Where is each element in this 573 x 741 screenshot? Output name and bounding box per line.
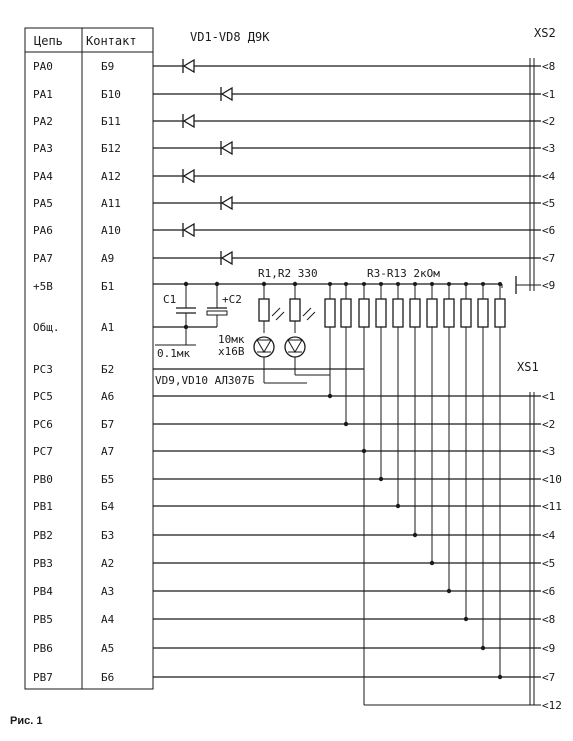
xs1-pin-label: <2	[542, 418, 556, 431]
row-circuit: PA1	[33, 88, 53, 101]
row-circuit: +5В	[33, 280, 53, 293]
row-contact: Б9	[101, 60, 115, 73]
resistor	[376, 299, 386, 327]
resistor	[410, 299, 420, 327]
resistor	[341, 299, 351, 327]
row-circuit: PA0	[33, 60, 53, 73]
row-circuit: PA5	[33, 197, 53, 210]
row-circuit: PA6	[33, 224, 53, 237]
resistor	[359, 299, 369, 327]
xs1-pin-label: <12	[542, 699, 562, 712]
r1-r2-label: R1,R2 330	[258, 267, 318, 280]
c2-value-1: 10мк	[218, 333, 245, 346]
xs1-pin-label: <4	[542, 529, 556, 542]
header-contact: Контакт	[86, 34, 137, 48]
diodes-label: VD1-VD8 Д9К	[190, 30, 270, 44]
xs1-pin-label: <6	[542, 585, 556, 598]
header-circuit: Цепь	[34, 34, 63, 48]
row-contact: Б4	[101, 500, 115, 513]
row-contact: Б5	[101, 473, 115, 486]
xs1-pin-label: <11	[542, 500, 562, 513]
figure-caption: Рис. 1	[10, 715, 43, 727]
resistor	[461, 299, 471, 327]
row-contact: А6	[101, 390, 115, 403]
xs2-connector	[530, 58, 556, 292]
xs2-pin-label: <1	[542, 88, 556, 101]
row-contact: Б7	[101, 418, 115, 431]
resistor	[495, 299, 505, 327]
diode-icon	[222, 197, 232, 209]
row-circuit: PC6	[33, 418, 53, 431]
xs1-pin-label: <9	[542, 642, 556, 655]
xs1-pin-label: <1	[542, 390, 556, 403]
xs1-pin-label: <7	[542, 671, 556, 684]
diode-icon	[184, 224, 194, 236]
diode-lines	[153, 59, 541, 265]
resistor	[427, 299, 437, 327]
diode-icon	[222, 88, 232, 100]
row-circuit: PB0	[33, 473, 53, 486]
resistor	[444, 299, 454, 327]
diode-icon	[184, 115, 194, 127]
xs2-pin-label: <5	[542, 197, 556, 210]
xs2-pin-label: <8	[542, 60, 556, 73]
c2-value-2: х16В	[218, 345, 245, 358]
row-circuit: Общ.	[33, 321, 60, 334]
row-contact: Б6	[101, 671, 115, 684]
r1-r2-leds	[254, 282, 330, 383]
row-contact: А2	[101, 557, 115, 570]
diode-icon	[184, 60, 194, 72]
row-contact: А11	[101, 197, 121, 210]
resistor	[478, 299, 488, 327]
row-contact: А5	[101, 642, 115, 655]
capacitor-c2	[186, 282, 227, 327]
row-contact: А12	[101, 170, 121, 183]
row-circuit: PB1	[33, 500, 53, 513]
xs2-pin-label: <2	[542, 115, 556, 128]
xs2-pin-label: <6	[542, 224, 556, 237]
row-contact: Б1	[101, 280, 115, 293]
row-contact: А4	[101, 613, 115, 626]
row-contact: А1	[101, 321, 115, 334]
leds-label: VD9,VD10 АЛ307Б	[155, 374, 255, 387]
r3-r13-label: R3-R13 2кОм	[367, 267, 440, 280]
row-contact: А7	[101, 445, 115, 458]
row-contact: А9	[101, 252, 115, 265]
resistor	[325, 299, 335, 327]
c1-value: 0.1мк	[157, 347, 191, 360]
c2-label: +C2	[222, 293, 242, 306]
row-circuit: PA3	[33, 142, 53, 155]
xs2-pin-label: <9	[542, 279, 556, 292]
resistor-array	[325, 282, 505, 327]
capacitor-c1	[176, 282, 196, 345]
row-circuit: PA2	[33, 115, 53, 128]
row-circuit: PC3	[33, 363, 53, 376]
xs1-pin-label: <8	[542, 613, 556, 626]
row-contact: Б12	[101, 142, 121, 155]
diode-icon	[184, 170, 194, 182]
row-circuit: PB2	[33, 529, 53, 542]
xs2-pin-label: <7	[542, 252, 556, 265]
c1-label: C1	[163, 293, 177, 306]
row-contact: Б3	[101, 529, 115, 542]
row-circuit: PB5	[33, 613, 53, 626]
row-contact: А10	[101, 224, 121, 237]
resistor	[393, 299, 403, 327]
row-circuit: PA7	[33, 252, 53, 265]
row-circuit: PB3	[33, 557, 53, 570]
xs1-pin-label: <3	[542, 445, 556, 458]
xs2-pin-label: <4	[542, 170, 556, 183]
row-circuit: PA4	[33, 170, 53, 183]
row-contact: А3	[101, 585, 115, 598]
pin-table	[25, 28, 153, 689]
row-circuit: PC5	[33, 390, 53, 403]
xs1-connector	[530, 390, 562, 712]
row-circuit: PB4	[33, 585, 53, 598]
row-contact: Б2	[101, 363, 115, 376]
row-circuit: PB7	[33, 671, 53, 684]
xs1-pin-label: <5	[542, 557, 556, 570]
row-circuit: PC7	[33, 445, 53, 458]
xs2-label: XS2	[534, 26, 556, 40]
diode-icon	[222, 142, 232, 154]
xs1-label: XS1	[517, 360, 539, 374]
xs2-pin-label: <3	[542, 142, 556, 155]
row-contact: Б11	[101, 115, 121, 128]
xs1-pin-label: <10	[542, 473, 562, 486]
row-circuit: PB6	[33, 642, 53, 655]
diode-icon	[222, 252, 232, 264]
row-contact: Б10	[101, 88, 121, 101]
